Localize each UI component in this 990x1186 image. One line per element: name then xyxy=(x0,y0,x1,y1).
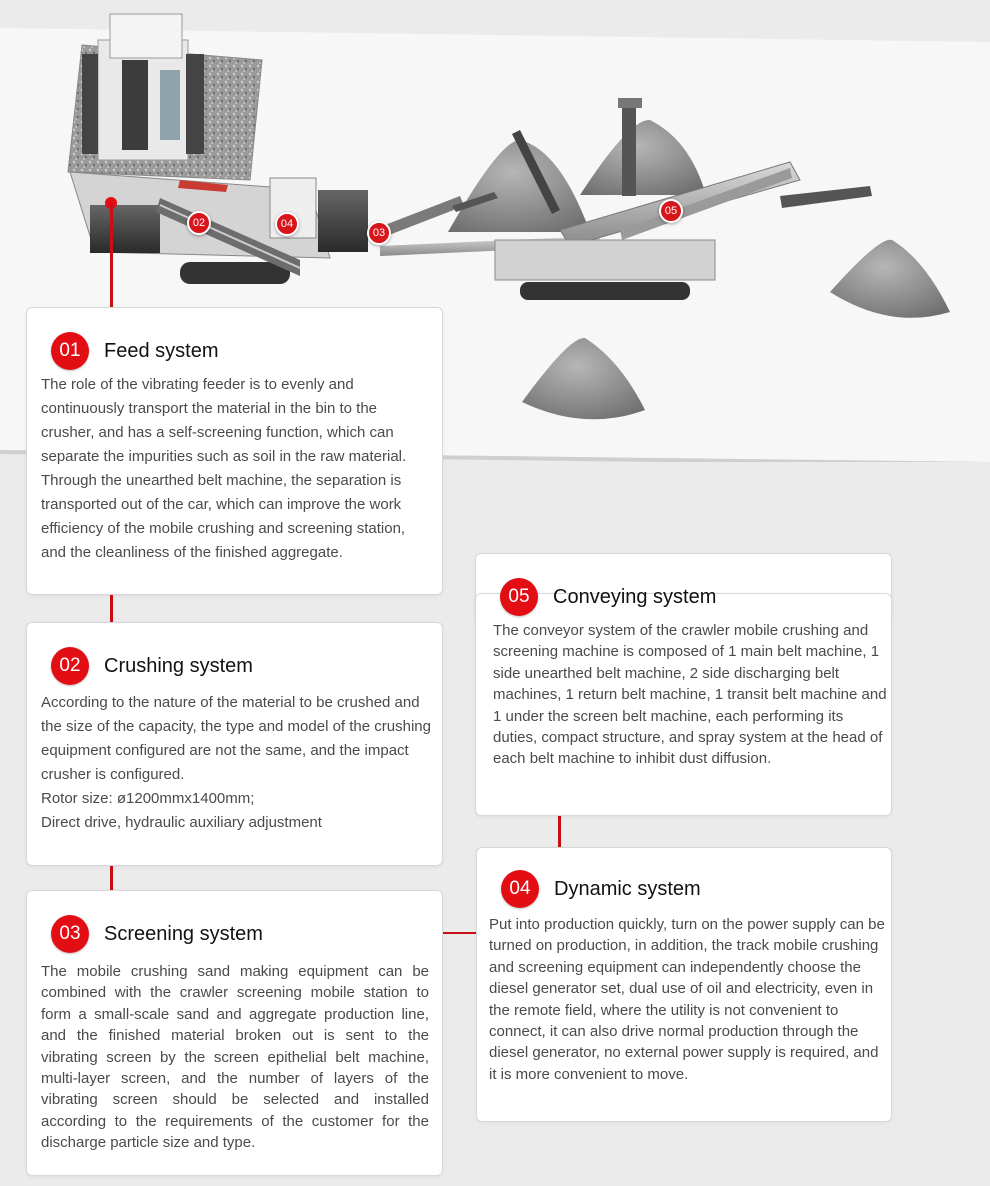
feed-number-badge: 01 xyxy=(51,332,89,370)
dynamic-description: Put into production quickly, turn on the power supply can be turned on production, in addition, the track mobile crushing and screening equipment can independently choose the diesel generator set, dual use of oil and electricity, even in the remote field, where the utility is not convenient to connect, it can also drive normal production through the diesel generator, no external power supply is required, and it is more convenient to move. xyxy=(489,916,885,1083)
crushing-number-badge: 02 xyxy=(51,647,89,685)
crushing-paragraph: According to the nature of the material to be crushed and the size of the capacity, the type and model of the crushing equipment configured are not the same, and the impact crusher is configured. xyxy=(41,694,431,783)
screening-title: Screening system xyxy=(104,922,263,945)
crushing-title: Crushing system xyxy=(104,654,253,677)
dynamic-number-badge: 04 xyxy=(501,870,539,908)
feed-system-card xyxy=(26,307,443,595)
crushing-rotor-size: Rotor size: ø1200mmx1400mm; xyxy=(41,790,255,807)
feed-description: The role of the vibrating feeder is to evenly and continuously transport the material in the bin to the crusher, and has a self-screening function, which can separate the impurities such as soil in the raw material. Through the unearthed belt machine, the separation is transported out of the car, which can improve the work efficiency of the mobile crushing and screening station, and the cleanliness of the finished aggregate. xyxy=(41,376,407,561)
conveying-title: Conveying system xyxy=(553,585,717,608)
dynamic-title: Dynamic system xyxy=(554,877,701,900)
conveying-number-badge: 05 xyxy=(500,578,538,616)
hero-marker-04: 04 xyxy=(275,212,299,236)
dynamic-system-card xyxy=(476,847,892,1122)
crushing-drive-info: Direct drive, hydraulic auxiliary adjustment xyxy=(41,814,322,831)
screening-number-badge: 03 xyxy=(51,915,89,953)
hero-marker-02: 02 xyxy=(187,211,211,235)
conveying-system-card xyxy=(475,585,892,816)
hero-marker-05: 05 xyxy=(659,199,683,223)
feed-title: Feed system xyxy=(104,339,219,362)
crushing-system-card xyxy=(26,622,443,866)
conveying-dynamic-connector-line xyxy=(558,815,561,849)
crushing-description xyxy=(41,691,433,835)
screening-system-card xyxy=(26,890,443,1176)
feed-connector-line xyxy=(110,204,113,308)
conveying-description: The conveyor system of the crawler mobile crushing and screening machine is composed of 1 main belt machine, 1 side unearthed belt machine, 2 side discharging belt machines, 1 return belt machine, 1 transit belt machine and 1 under the screen belt machine, each performing its duties, compact structure, and spray system at the head of each belt machine to inhibit dust diffusion. xyxy=(493,622,887,768)
screening-description: The mobile crushing sand making equipment can be combined with the crawler screening mobile station to form a small-scale sand and aggregate production line, and the finished material broken out is sent to the vibrating screen by the screen epithelial belt machine, multi-layer screen, and the number of layers of the vibrating screen should be selected and installed according to the requirements of the customer for the discharge particle size and type. xyxy=(41,963,429,1152)
hero-marker-03: 03 xyxy=(367,221,391,245)
